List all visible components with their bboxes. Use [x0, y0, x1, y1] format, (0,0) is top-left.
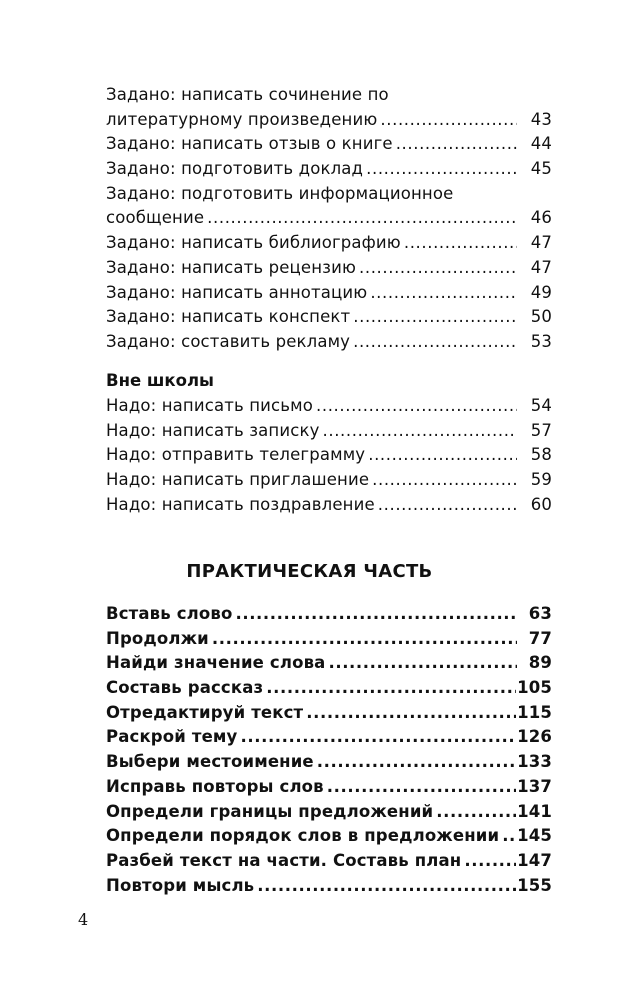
toc-entry-text: Задано: написать рецензию — [106, 257, 357, 277]
dot-leader — [396, 132, 517, 157]
toc-entry-text: Задано: написать сочинение по — [106, 85, 389, 104]
toc-page-number: 49 — [530, 282, 552, 302]
toc-entry[interactable] — [106, 775, 552, 800]
toc-page-number: 115 — [517, 702, 552, 722]
outside-school-section — [106, 367, 552, 517]
toc-entry[interactable] — [106, 849, 552, 874]
practical-list — [106, 602, 552, 898]
toc-page-number: 58 — [530, 445, 552, 465]
toc-entry[interactable] — [106, 493, 552, 518]
toc-page-number: 89 — [528, 653, 552, 673]
dot-leader — [464, 849, 516, 874]
toc-entry-text: Задано: подготовить доклад — [106, 159, 364, 179]
toc-entry[interactable] — [106, 281, 552, 306]
toc-entry-text: Надо: отправить телеграмму — [106, 445, 366, 465]
toc-entry-text-continued: сообщение — [106, 208, 205, 228]
dot-leader — [316, 394, 517, 419]
toc-entry-text: Выбери местоимение — [106, 752, 314, 772]
page-number: 4 — [78, 910, 89, 929]
toc-entry[interactable] — [106, 182, 552, 231]
toc-entry-text: Задано: написать отзыв о книге — [106, 134, 393, 154]
toc-entry-text: Отредактируй текст — [106, 702, 304, 722]
toc-entry[interactable] — [106, 305, 552, 330]
school-tasks-list — [106, 83, 552, 355]
toc-page-number: 137 — [517, 776, 552, 796]
toc-entry-text: Надо: написать записку — [106, 420, 320, 440]
toc-entry-text: Вставь слово — [106, 604, 233, 623]
dot-leader — [359, 256, 517, 281]
dot-leader — [380, 108, 517, 133]
toc-page-number: 43 — [530, 109, 552, 129]
dot-leader — [306, 701, 516, 726]
toc-entry[interactable] — [106, 419, 552, 444]
toc-page-number: 59 — [530, 470, 552, 490]
toc-entry-text: Продолжи — [106, 628, 209, 648]
toc-entry[interactable] — [106, 627, 552, 652]
toc-entry-text: Задано: подготовить информационное — [106, 183, 454, 203]
section-title: ПРАКТИЧЕСКАЯ ЧАСТЬ — [186, 561, 433, 582]
dot-leader — [366, 157, 517, 182]
toc-page-number: 63 — [528, 604, 552, 623]
dot-leader — [207, 206, 517, 231]
dot-leader — [404, 231, 517, 256]
toc-entry[interactable] — [106, 824, 552, 849]
toc-entry-text: Задано: составить рекламу — [106, 331, 351, 351]
toc-page-number: 45 — [530, 159, 552, 179]
toc-entry[interactable] — [106, 602, 552, 627]
dot-leader — [317, 750, 516, 775]
dot-leader — [353, 305, 517, 330]
toc-entry[interactable] — [106, 443, 552, 468]
toc-page-number: 126 — [517, 727, 552, 747]
toc-entry-text: Определи границы предложений — [106, 801, 434, 821]
dot-leader — [502, 824, 516, 849]
toc-entry-text-continued: литературному произведению — [106, 109, 378, 129]
toc-entry[interactable] — [106, 330, 552, 355]
toc-entry[interactable] — [106, 157, 552, 182]
dot-leader — [327, 775, 516, 800]
toc-page-number: 60 — [530, 494, 552, 514]
dot-leader — [240, 725, 516, 750]
toc-entry[interactable] — [106, 394, 552, 419]
toc-entry[interactable] — [106, 231, 552, 256]
toc-page-number: 147 — [517, 850, 552, 870]
toc-page-number: 145 — [517, 826, 552, 846]
toc-page-number: 77 — [528, 628, 552, 648]
toc-entry[interactable] — [106, 725, 552, 750]
dot-leader — [372, 468, 517, 493]
toc-entry[interactable] — [106, 651, 552, 676]
toc-entry-text: Раскрой тему — [106, 727, 238, 747]
toc-entry-text: Надо: написать приглашение — [106, 470, 370, 490]
toc-entry-text: Разбей текст на части. Составь план — [106, 850, 462, 870]
toc-entry-text: Найди значение слова — [106, 653, 326, 673]
toc-entry-text: Надо: написать письмо — [106, 396, 313, 415]
toc-entry-text: Повтори мысль — [106, 875, 255, 895]
toc-entry[interactable] — [106, 256, 552, 281]
toc-entry-text: Определи порядок слов в предложении — [106, 826, 500, 846]
toc-entry-text: Составь рассказ — [106, 678, 264, 698]
toc-page-number: 54 — [530, 396, 552, 415]
dot-leader — [378, 493, 517, 518]
dot-leader — [266, 676, 516, 701]
toc-entry[interactable] — [106, 750, 552, 775]
toc-page-number: 133 — [517, 752, 552, 772]
toc-entry[interactable] — [106, 874, 552, 899]
dot-leader — [235, 602, 517, 627]
toc-entry-text: Исправь повторы слов — [106, 776, 324, 796]
toc-entry-text: Задано: написать библиографию — [106, 233, 401, 253]
dot-leader — [436, 800, 516, 825]
toc-entry[interactable] — [106, 800, 552, 825]
toc-page-number: 53 — [530, 331, 552, 351]
toc-entry[interactable] — [106, 132, 552, 157]
toc-entry-text: Надо: написать поздравление — [106, 494, 375, 514]
section-heading: Вне школы — [106, 371, 214, 390]
toc-page-number: 44 — [530, 134, 552, 154]
toc-page-number: 57 — [530, 420, 552, 440]
dot-leader — [368, 443, 517, 468]
toc-page-number: 50 — [530, 307, 552, 327]
toc-entry[interactable] — [106, 676, 552, 701]
toc-entry[interactable] — [106, 83, 552, 132]
toc-page-number: 46 — [530, 208, 552, 228]
dot-leader — [328, 651, 517, 676]
toc-entry[interactable] — [106, 701, 552, 726]
toc-page-number: 105 — [517, 678, 552, 698]
toc-entry-text: Задано: написать аннотацию — [106, 282, 368, 302]
toc-page-number: 155 — [517, 875, 552, 895]
dot-leader — [353, 330, 517, 355]
toc-entry-text: Задано: написать конспект — [106, 307, 351, 327]
dot-leader — [212, 627, 517, 652]
dot-leader — [323, 419, 518, 444]
toc-page-number: 141 — [517, 801, 552, 821]
dot-leader — [257, 874, 516, 899]
dot-leader — [370, 281, 517, 306]
toc-page-number: 47 — [530, 233, 552, 253]
toc-page-number: 47 — [530, 257, 552, 277]
toc-entry[interactable] — [106, 468, 552, 493]
